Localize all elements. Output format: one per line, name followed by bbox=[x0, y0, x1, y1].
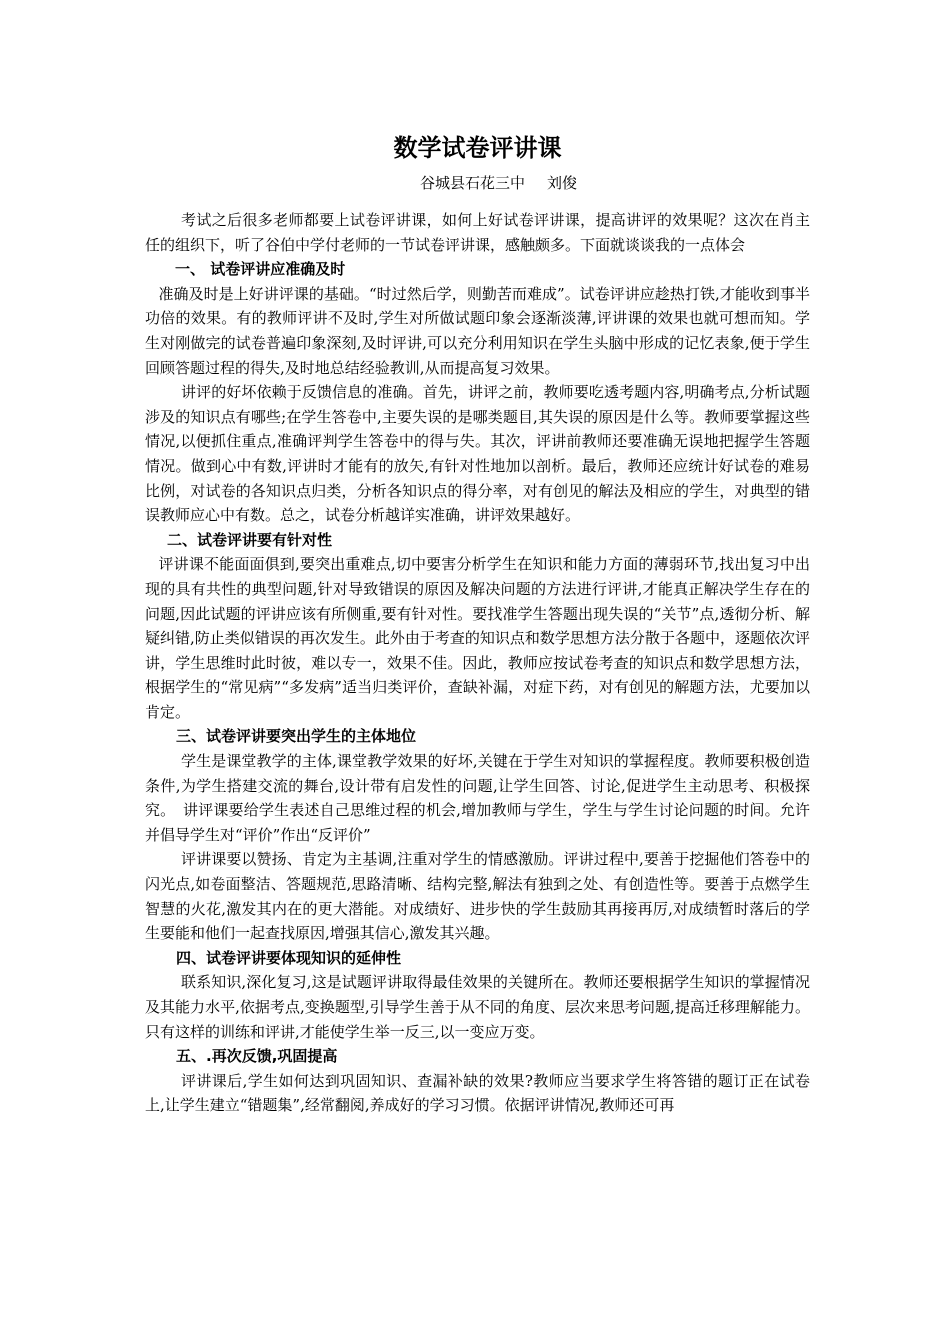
section-3-paragraph-1: 学生是课堂教学的主体,课堂教学效果的好坏,关键在于学生对知识的掌握程度。教师要积极创造条件,为学生搭建交流的舞台,设计带有启发性的问题,让学生回答、讨论,促进学生主动思考、积极探究。 讲评课要给学生表述自己思维过程的机会,增加教师与学生，学生与学生讨论问题的时间。允许并倡导学生对“评价”作出“反评价” bbox=[145, 752, 810, 844]
section-heading-3: 三、试卷评讲要突出学生的主体地位 bbox=[176, 727, 417, 746]
section-2-paragraph-1: 评讲课不能面面俱到,要突出重难点,切中要害分析学生在知识和能力方面的薄弱环节,找出复习中出现的具有共性的典型问题,针对导致错误的原因及解决问题的方法进行评讲,才能真正解决学生存在的问题,因此试题的评讲应该有所侧重,要有针对性。要找准学生答题出现失误的“关节”点,透彻分析、解疑纠错,防止类似错误的再次发生。此外由于考查的知识点和数学思想方法分散于各题中，逐题依次评讲，学生思维时此时彼，难以专一，效果不佳。因此，教师应按试卷考查的知识点和数学思想方法，根据学生的“常见病”“多发病”适当归类评价，查缺补漏，对症下药，对有创见的解题方法，尤要加以肯定。 bbox=[145, 555, 810, 721]
document-title: 数学试卷评讲课 bbox=[393, 134, 562, 162]
school-name: 谷城县石花三中 bbox=[420, 174, 526, 192]
section-1-paragraph-2: 讲评的好坏依赖于反馈信息的准确。首先，讲评之前，教师要吃透考题内容,明确考点,分析试题涉及的知识点有哪些;在学生答卷中,主要失误的是哪类题目,其失误的原因是什么等。教师要掌握这些情况,以便抓住重点,准确评判学生答卷中的得与失。其次，评讲前教师还要准确无误地把握学生答题情况。做到心中有数,评讲时才能有的放矢,有针对性地加以剖析。最后，教师还应统计好试卷的难易比例，对试卷的各知识点归类，分析各知识点的得分率，对有创见的解法及相应的学生，对典型的错误教师应心中有数。总之，试卷分析越详实准确，讲评效果越好。 bbox=[145, 383, 810, 525]
section-1-paragraph-1: 准确及时是上好讲评课的基础。“时过然后学，则勤苦而难成”。试卷评讲应趁热打铁,才能收到事半功倍的效果。有的教师评讲不及时,学生对所做试题印象会逐渐淡薄,评讲课的效果也就可想而知。学生对刚做完的试卷普遍印象深刻,及时评讲,可以充分利用知识在学生头脑中形成的记忆表象,便于学生回顾答题过程的得失,及时地总结经验教训,从而提高复习效果。 bbox=[145, 284, 810, 377]
section-3-paragraph-2: 评讲课要以赞扬、肯定为主基调,注重对学生的情感激励。评讲过程中,要善于挖掘他们答卷中的闪光点,如卷面整洁、答题规范,思路清晰、结构完整,解法有独到之处、有创造性等。要善于点燃学生智慧的火花,激发其内在的更大潜能。对成绩好、进步快的学生鼓励其再接再厉,对成绩暂时落后的学生要能和他们一起查找原因,增强其信心,激发其兴趣。 bbox=[145, 850, 810, 943]
section-heading-4: 四、试卷评讲要体现知识的延伸性 bbox=[176, 948, 402, 967]
byline bbox=[145, 171, 810, 195]
section-heading-2: 二、试卷评讲要有针对性 bbox=[167, 530, 333, 549]
document-page bbox=[145, 130, 810, 1118]
section-heading-5: 五、.再次反馈,巩固提高 bbox=[176, 1047, 338, 1066]
section-5-paragraph-1: 评讲课后,学生如何达到巩固知识、查漏补缺的效果?教师应当要求学生将答错的题订正在试卷上,让学生建立“错题集”,经常翻阅,养成好的学习习惯。依据评讲情况,教师还可再 bbox=[145, 1071, 810, 1115]
section-heading-1: 一、 试卷评讲应准确及时 bbox=[175, 260, 346, 279]
section-4-paragraph-1: 联系知识,深化复习,这是试题评讲取得最佳效果的关键所在。教师还要根据学生知识的掌握情况及其能力水平,依据考点,变换题型,引导学生善于从不同的角度、层次来思考问题,提高迁移理解能力。只有这样的训练和评讲,才能使学生举一反三,以一变应万变。 bbox=[145, 973, 810, 1041]
author-name: 刘俊 bbox=[547, 174, 578, 192]
intro-paragraph: 考试之后很多老师都要上试卷评讲课，如何上好试卷评讲课，提高讲评的效果呢？这次在肖主任的组织下，听了谷伯中学付老师的一节试卷评讲课，感触颇多。下面就谈谈我的一点体会 bbox=[145, 211, 810, 254]
